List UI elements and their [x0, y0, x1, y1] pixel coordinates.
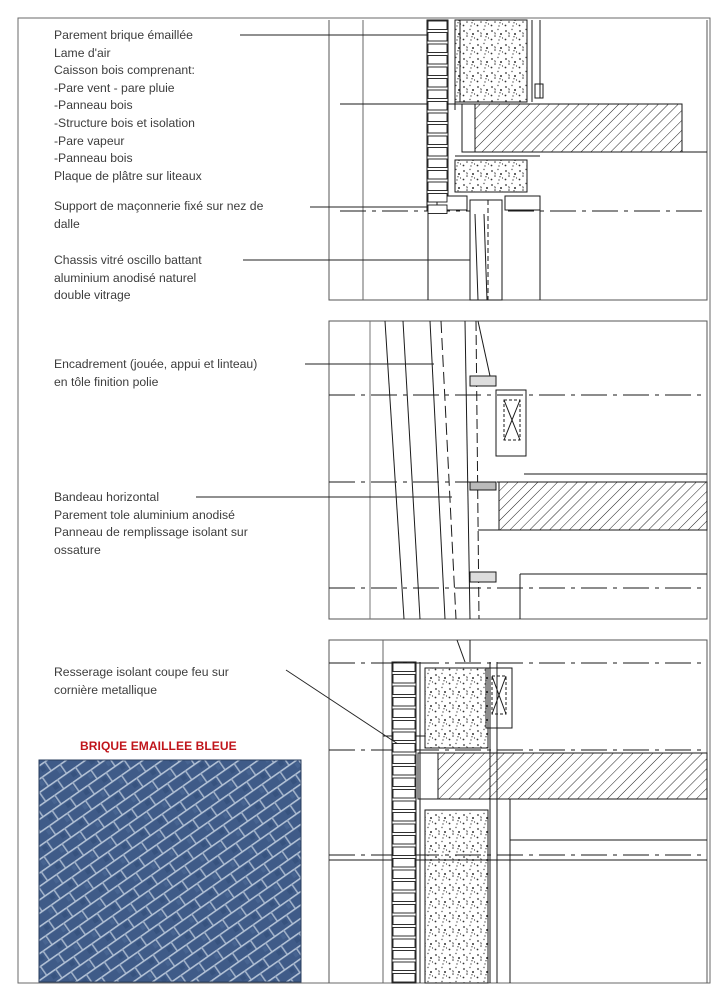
- label-line: Lame d'air: [54, 45, 111, 60]
- label-line: -Pare vapeur: [54, 133, 125, 148]
- label-line: -Panneau bois: [54, 151, 133, 166]
- label-line: Parement brique émaillée: [54, 28, 193, 42]
- label-line: Encadrement (jouée, appui et linteau): [54, 357, 258, 371]
- label-line: -Panneau bois: [54, 98, 133, 113]
- label-line: Bandeau horizontal: [54, 490, 160, 504]
- label-line: Panneau de remplissage isolant sur: [54, 525, 248, 540]
- label-line: Chassis vitré oscillo battant: [54, 253, 202, 267]
- brick-sample-caption: BRIQUE EMAILLEE BLEUE: [80, 739, 237, 753]
- label-horizontal-band: [54, 489, 248, 559]
- label-line: en tôle finition polie: [54, 374, 159, 389]
- label-line: Parement tole aluminium anodisé: [54, 507, 235, 522]
- label-line: Support de maçonnerie fixé sur nez de: [54, 199, 264, 213]
- label-masonry-support: [54, 198, 263, 233]
- label-frame-surround: [54, 356, 257, 391]
- brick-sample-image: [39, 760, 301, 982]
- wood-box-insulation-top: [455, 20, 527, 102]
- wood-box-insulation-bottom: [425, 668, 488, 748]
- label-line: -Pare vent - pare pluie: [54, 80, 175, 95]
- detail-panel-middle: [329, 321, 707, 619]
- label-line: Resserage isolant coupe feu sur: [54, 665, 229, 679]
- label-window-chassis: [54, 252, 202, 305]
- label-line: Plaque de plâtre sur liteaux: [54, 168, 202, 183]
- detail-panel-bottom: [329, 640, 707, 983]
- label-line: cornière metallique: [54, 682, 157, 697]
- brick-courses-top: [428, 21, 447, 214]
- label-line: aluminium anodisé naturel: [54, 270, 197, 285]
- label-line: Caisson bois comprenant:: [54, 63, 195, 78]
- detail-panel-top: [329, 20, 707, 300]
- concrete-slab-top: [475, 104, 682, 152]
- concrete-slab-middle: [499, 482, 707, 530]
- label-line: ossature: [54, 542, 101, 557]
- label-wall-composition: [54, 27, 202, 185]
- label-line: -Structure bois et isolation: [54, 115, 195, 130]
- label-line: double vitrage: [54, 288, 131, 303]
- label-fire-stop: [54, 664, 229, 699]
- concrete-slab-bottom: [438, 753, 707, 799]
- label-line: dalle: [54, 216, 80, 231]
